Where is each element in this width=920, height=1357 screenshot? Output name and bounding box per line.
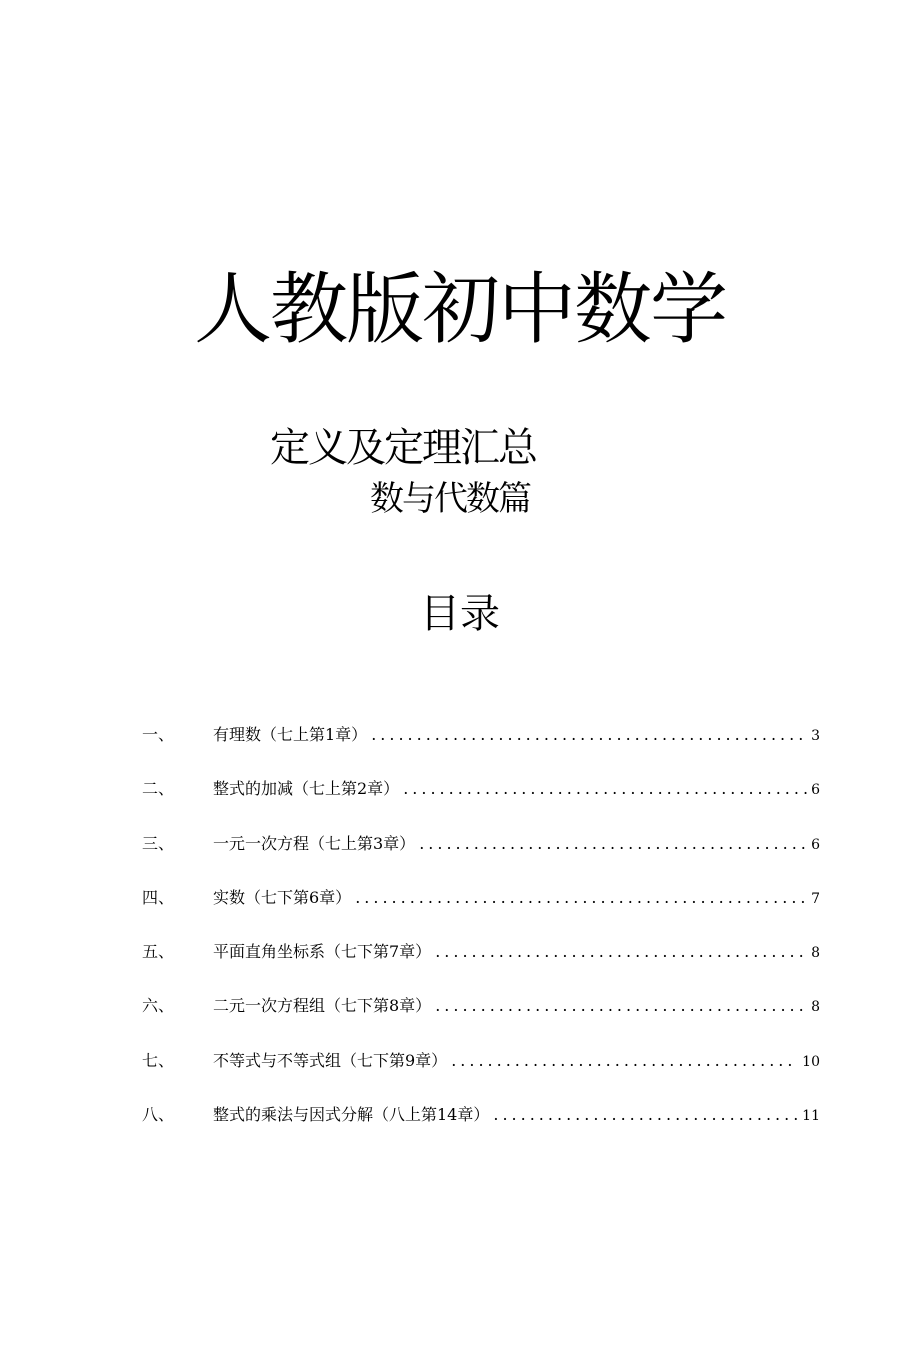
toc-heading: 目录	[420, 591, 500, 637]
toc-entry-number: 三、	[142, 833, 175, 853]
document-title: 人教版初中数学	[193, 265, 726, 355]
toc-entry-title: 一元一次方程（七上第3章）	[213, 833, 416, 853]
toc-entry-page: 3	[811, 728, 820, 744]
toc-entry-title: 整式的加减（七上第2章）	[213, 779, 400, 799]
toc-entry-title: 不等式与不等式组（七下第9章）	[213, 1050, 448, 1070]
toc-dot-leader	[419, 831, 807, 857]
toc-dot-leader	[493, 1102, 798, 1128]
toc-entry-number: 八、	[142, 1105, 175, 1125]
document-subtitle-section: 数与代数篇	[370, 479, 530, 519]
table-of-contents	[142, 722, 820, 1156]
toc-entry-page: 6	[811, 836, 820, 853]
toc-entry-title: 平面直角坐标系（七下第7章）	[213, 942, 432, 962]
document-subtitle: 定义及定理汇总	[270, 425, 536, 471]
toc-entry-number: 五、	[142, 942, 175, 962]
toc-entry[interactable]	[142, 1102, 820, 1156]
toc-entry[interactable]	[142, 885, 820, 939]
toc-entry-page: 8	[811, 999, 820, 1016]
toc-dot-leader	[403, 776, 807, 802]
toc-entry-title: 整式的乘法与因式分解（八上第14章）	[213, 1105, 490, 1125]
toc-entry-page: 11	[802, 1108, 820, 1125]
toc-entry-page: 8	[811, 945, 820, 962]
toc-entry[interactable]	[142, 776, 820, 830]
toc-dot-leader	[435, 993, 807, 1019]
toc-entry-title: 有理数（七上第1章）	[213, 725, 368, 744]
toc-entry-number: 六、	[142, 996, 175, 1016]
toc-entry-page: 6	[811, 782, 820, 799]
toc-entry-number: 二、	[142, 779, 175, 799]
toc-dot-leader	[451, 1048, 798, 1074]
toc-dot-leader	[355, 885, 807, 911]
toc-entry-page: 7	[811, 890, 820, 907]
toc-dot-leader	[435, 939, 807, 965]
toc-entry-title: 二元一次方程组（七下第8章）	[213, 996, 432, 1016]
toc-entry[interactable]	[142, 1048, 820, 1102]
toc-entry-page: 10	[802, 1053, 820, 1070]
toc-entry[interactable]	[142, 939, 820, 993]
toc-entry-number: 七、	[142, 1050, 175, 1070]
toc-entry[interactable]	[142, 722, 820, 776]
toc-entry-title: 实数（七下第6章）	[213, 887, 352, 907]
toc-entry[interactable]	[142, 993, 820, 1047]
toc-entry[interactable]	[142, 831, 820, 885]
toc-entry-number: 四、	[142, 887, 175, 907]
toc-entry-number: 一、	[142, 725, 175, 744]
toc-dot-leader	[371, 722, 807, 748]
